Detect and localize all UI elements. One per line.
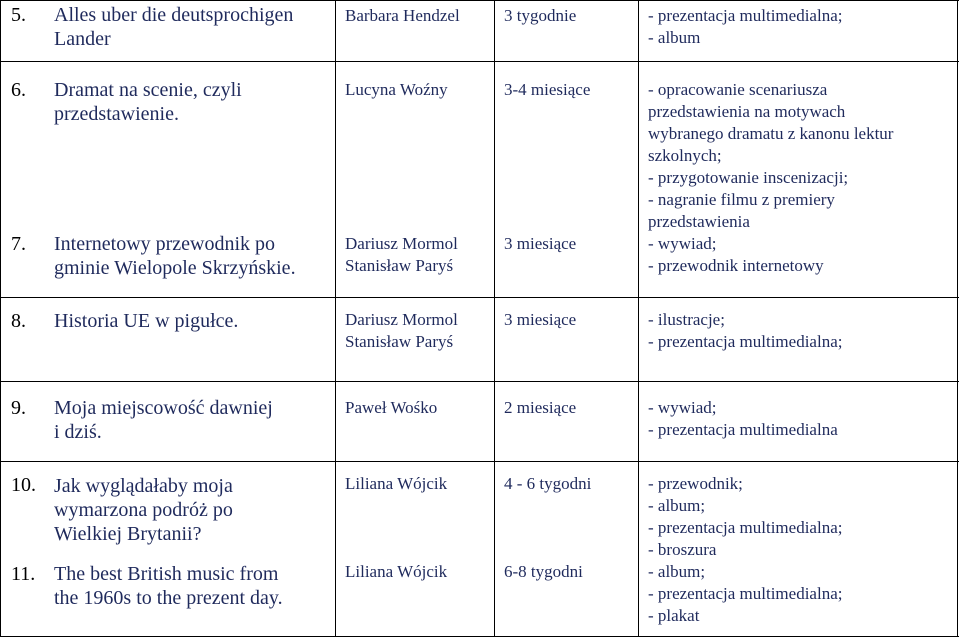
topic-cell <box>54 309 238 333</box>
duration-cell: 3-4 miesiące <box>504 80 591 99</box>
topic-line: Alles uber die deutsprochigen <box>54 4 294 26</box>
duration-cell: 4 - 6 tygodni <box>504 474 592 493</box>
form-item: - przygotowanie inscenizacji; <box>648 168 849 187</box>
topic-line: Jak wyglądałaby moja <box>54 475 233 497</box>
topic-line: gminie Wielopole Skrzyńskie. <box>54 257 296 279</box>
topic-line: wymarzona podróż po <box>54 499 233 521</box>
teachers-cell <box>345 233 458 277</box>
teacher-name: Barbara Hendzel <box>345 6 460 25</box>
duration-cell: 2 miesiące <box>504 398 577 417</box>
teacher-name: Liliana Wójcik <box>345 562 448 581</box>
topic-line: Moja miejscowość dawniej <box>54 397 273 419</box>
topic-cell <box>54 3 293 51</box>
row-number: 10. <box>11 474 36 496</box>
teacher-name: Lucyna Woźny <box>345 80 448 99</box>
row-divider <box>0 297 959 298</box>
form-item: - nagranie filmu z premiery <box>648 190 835 209</box>
row-number: 11. <box>11 563 36 585</box>
column-divider <box>638 0 639 637</box>
topic-line: Dramat na scenie, czyli <box>54 79 242 101</box>
form-item: - wywiad; <box>648 398 717 417</box>
duration-cell: 3 miesiące <box>504 234 577 253</box>
form-item: - wywiad; <box>648 234 717 253</box>
teacher-name: Stanisław Paryś <box>345 256 454 275</box>
form-item: - plakat <box>648 606 700 625</box>
teachers-cell <box>345 309 458 353</box>
topic-cell <box>54 562 283 610</box>
row-number: 7. <box>11 233 26 255</box>
row-divider <box>0 461 959 462</box>
duration-cell: 6-8 tygodni <box>504 562 583 581</box>
row-number: 9. <box>11 397 26 419</box>
form-item: - broszura <box>648 540 717 559</box>
topic-cell <box>54 474 233 546</box>
form-item: - prezentacja multimedialna; <box>648 584 843 603</box>
form-item: - album; <box>648 562 706 581</box>
topic-cell <box>54 78 242 126</box>
teacher-name: Dariusz Mormol <box>345 310 458 329</box>
form-item: - album; <box>648 496 706 515</box>
form-item: wybranego dramatu z kanonu lektur <box>648 124 894 143</box>
row-number: 5. <box>11 4 26 26</box>
topic-cell <box>54 232 296 280</box>
form-item: - prezentacja multimedialna; <box>648 518 843 537</box>
topic-line: Lander <box>54 28 111 50</box>
duration-cell: 3 miesiące <box>504 310 577 329</box>
row-number: 8. <box>11 310 26 332</box>
forms-cell <box>648 473 842 561</box>
forms-cell <box>648 397 838 441</box>
topic-line: The best British music from <box>54 563 279 585</box>
form-item: - album <box>648 28 701 47</box>
teacher-name: Liliana Wójcik <box>345 474 448 493</box>
topic-line: przedstawienie. <box>54 103 179 125</box>
forms-cell <box>648 5 842 49</box>
topic-line: the 1960s to the prezent day. <box>54 587 283 609</box>
topic-line: i dziś. <box>54 421 102 443</box>
topic-line: Historia UE w pigułce. <box>54 310 239 332</box>
forms-cell <box>648 309 842 353</box>
form-item: - przewodnik internetowy <box>648 256 824 275</box>
form-item: - przewodnik; <box>648 474 743 493</box>
topic-cell <box>54 396 273 444</box>
teacher-name: Dariusz Mormol <box>345 234 458 253</box>
row-divider <box>0 381 959 382</box>
form-item: - prezentacja multimedialna <box>648 420 838 439</box>
form-item: - ilustracje; <box>648 310 725 329</box>
row-number: 6. <box>11 79 26 101</box>
form-item: przedstawienia na motywach <box>648 102 846 121</box>
form-item: szkolnych; <box>648 146 722 165</box>
topic-line: Wielkiej Brytanii? <box>54 523 202 545</box>
row-divider <box>0 61 959 62</box>
form-item: przedstawienia <box>648 212 750 231</box>
column-divider <box>335 0 336 637</box>
table-border-top <box>0 0 959 1</box>
form-item: - prezentacja multimedialna; <box>648 332 843 351</box>
topic-line: Internetowy przewodnik po <box>54 233 276 255</box>
forms-cell <box>648 79 893 233</box>
teacher-name: Paweł Wośko <box>345 398 438 417</box>
forms-cell <box>648 233 824 277</box>
forms-cell <box>648 561 842 627</box>
table-border-left <box>0 0 1 637</box>
table-border-right <box>957 0 958 637</box>
teacher-name: Stanisław Paryś <box>345 332 454 351</box>
form-item: - prezentacja multimedialna; <box>648 6 843 25</box>
duration-cell: 3 tygodnie <box>504 6 577 25</box>
column-divider <box>494 0 495 637</box>
form-item: - opracowanie scenariusza <box>648 80 828 99</box>
